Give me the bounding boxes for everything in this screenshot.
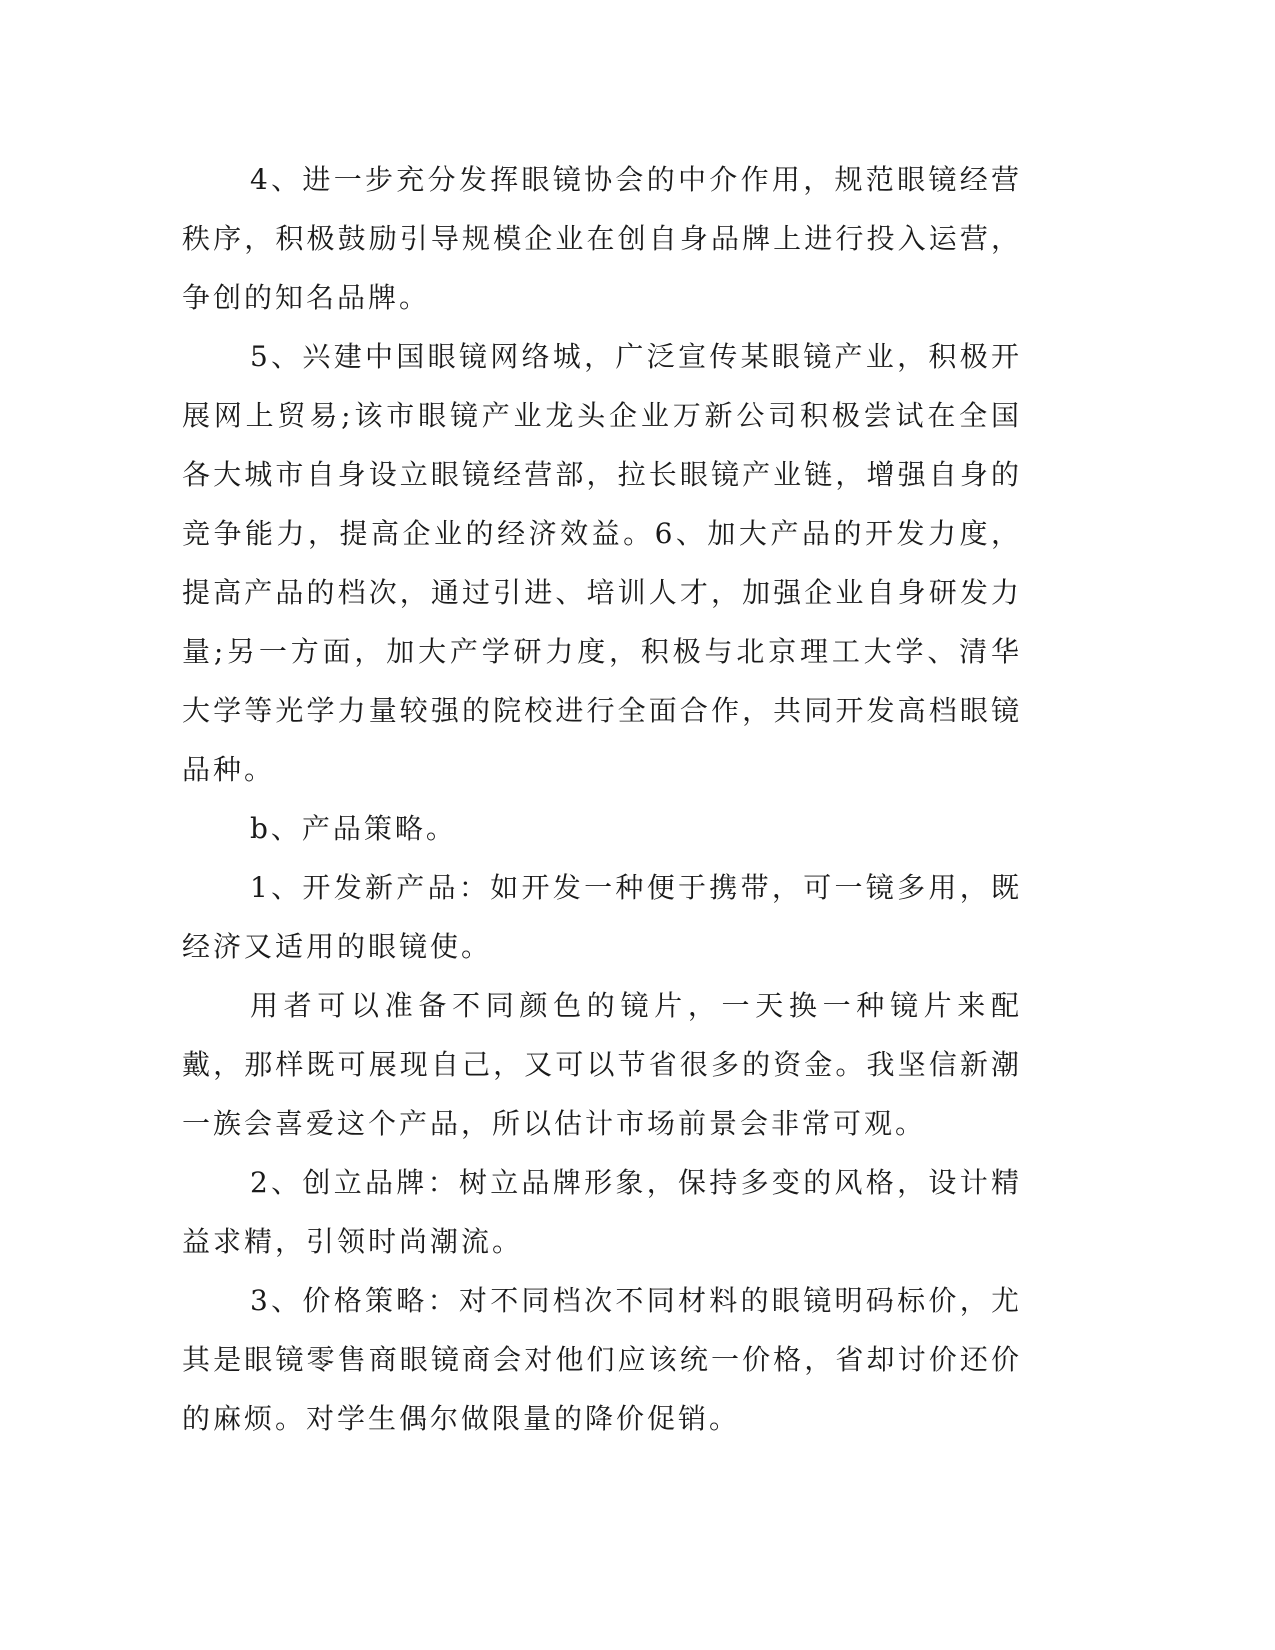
paragraph-4-association: 4、进一步充分发挥眼镜协会的中介作用，规范眼镜经营秩序，积极鼓励引导规模企业在创自身品牌上进行投入运营，争创的知名品牌。 xyxy=(182,163,1022,314)
section-heading-product-strategy: b、产品策略。 xyxy=(250,812,457,845)
paragraph-1-new-product: 1、开发新产品：如开发一种便于携带，可一镜多用，既经济又适用的眼镜使。 xyxy=(182,871,1022,963)
document-body xyxy=(182,150,1022,1448)
paragraph-user-lenses: 用者可以准备不同颜色的镜片，一天换一种镜片来配戴，那样既可展现自己，又可以节省很多的资金。我坚信新潮一族会喜爱这个产品，所以估计市场前景会非常可观。 xyxy=(182,989,1022,1140)
paragraph-2-brand: 2、创立品牌：树立品牌形象，保持多变的风格，设计精益求精，引领时尚潮流。 xyxy=(182,1166,1022,1258)
paragraph-5-network-city: 5、兴建中国眼镜网络城，广泛宣传某眼镜产业，积极开展网上贸易;该市眼镜产业龙头企业万新公司积极尝试在全国各大城市自身设立眼镜经营部，拉长眼镜产业链，增强自身的竞争能力，提高企业的经济效益。6、加大产品的开发力度，提高产品的档次，通过引进、培训人才，加强企业自身研发力量;另一方面，加大产学研力度，积极与北京理工大学、清华大学等光学力量较强的院校进行全面合作，共同开发高档眼镜品种。 xyxy=(182,340,1022,786)
paragraph-3-pricing: 3、价格策略：对不同档次不同材料的眼镜明码标价，尤其是眼镜零售商眼镜商会对他们应该统一价格，省却讨价还价的麻烦。对学生偶尔做限量的降价促销。 xyxy=(182,1284,1022,1435)
